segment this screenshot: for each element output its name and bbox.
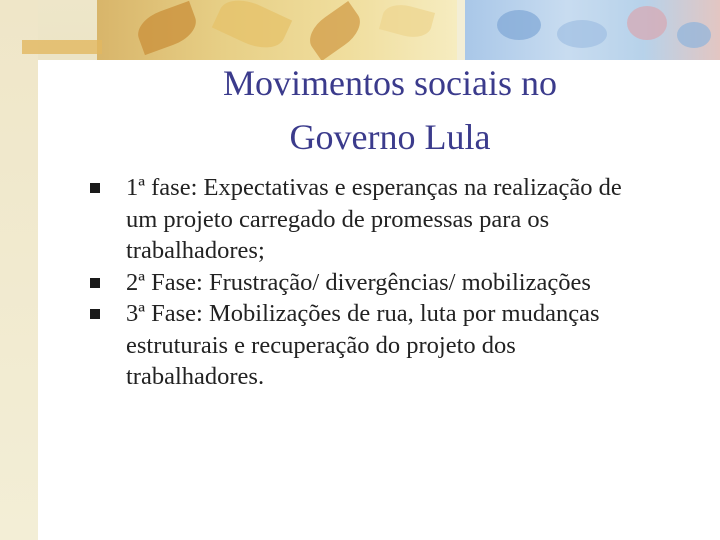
list-item: [90, 298, 650, 393]
list-item: [90, 172, 650, 267]
bullet-text: 2ª Fase: Frustração/ divergências/ mobilizações: [126, 268, 591, 296]
floral-banner-decoration: [97, 0, 720, 60]
list-item: [90, 267, 650, 299]
slide-title: [120, 56, 660, 164]
petal-shape: [497, 10, 541, 40]
square-bullet-icon: [90, 309, 100, 319]
bullet-text: 3ª Fase: Mobilizações de rua, luta por mudanças estruturais e recuperação do projeto dos trabalhadores.: [126, 300, 600, 390]
square-bullet-icon: [90, 278, 100, 288]
left-decorative-margin: [0, 0, 38, 540]
title-line-1: Movimentos sociais no: [223, 63, 557, 103]
petal-shape: [677, 22, 711, 48]
banner-divider: [457, 0, 465, 60]
square-bullet-icon: [90, 183, 100, 193]
petal-shape: [627, 6, 667, 40]
title-line-2: Governo Lula: [289, 117, 491, 157]
petal-shape: [557, 20, 607, 48]
left-accent-strip: [22, 40, 102, 54]
bullet-text: 1ª fase: Expectativas e esperanças na realização de um projeto carregado de promessas para os trabalhadores;: [126, 174, 622, 264]
bullet-list: [90, 172, 650, 393]
